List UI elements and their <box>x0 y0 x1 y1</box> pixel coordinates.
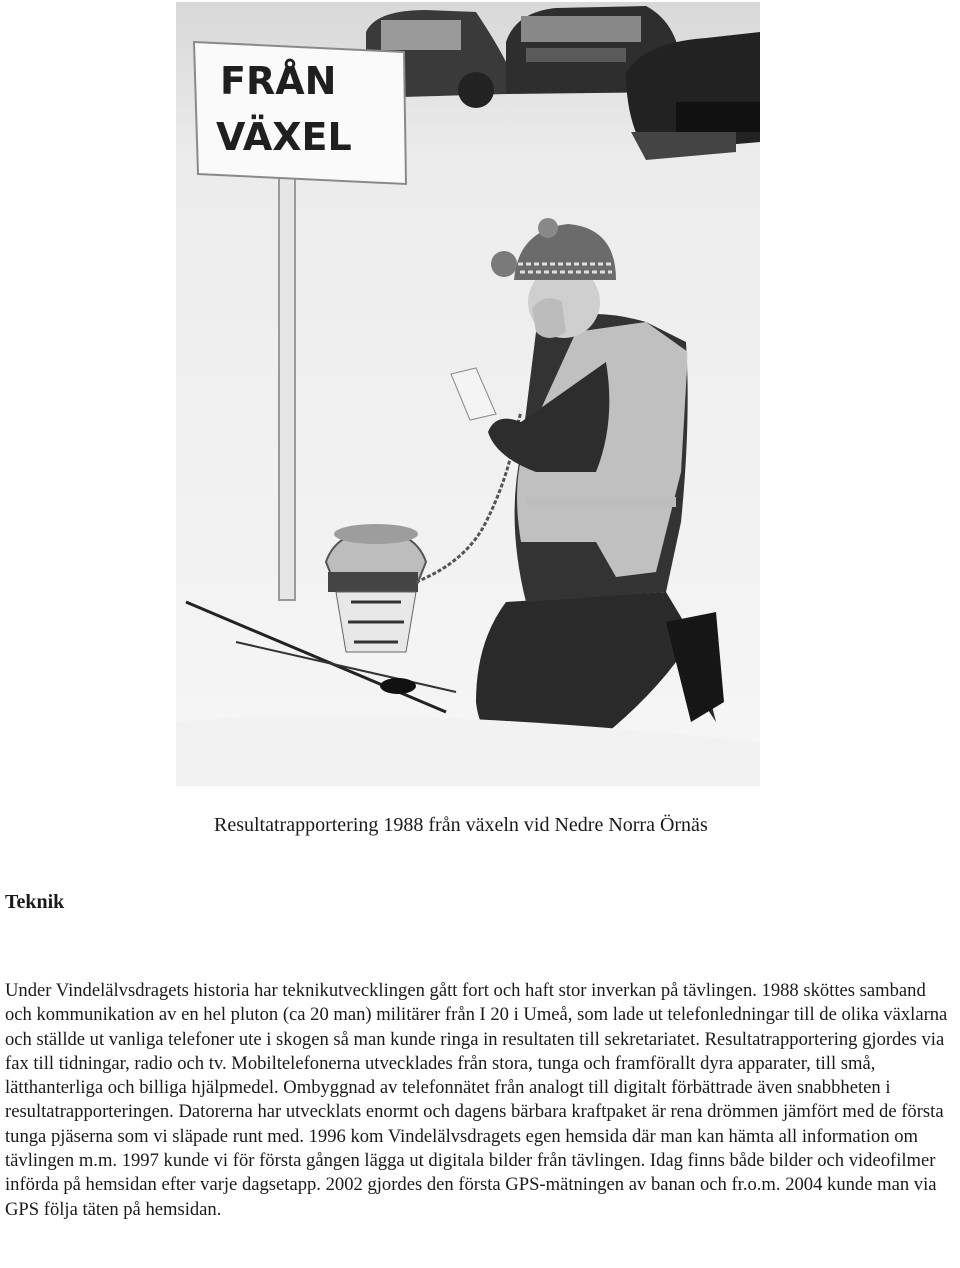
photo-caption: Resultatrapportering 1988 från växeln vid Nedre Norra Örnäs <box>214 814 708 836</box>
photo <box>176 2 760 786</box>
body-paragraph: Under Vindelälvsdragets historia har teknikutvecklingen gått fort och haft stor inverkan på tävlingen. 1988 sköttes samband och kommunikation av en hel pluton (ca 20 man) militärer från I 20 i Umeå, som lade ut telefonledningar till de olika växlarna och ställde ut vanliga telefoner ute i skogen så man kunde ringa in resultaten till sekretariatet. Resultatrapportering gjordes via fax till tidningar, radio och tv. Mobiltelefonerna utvecklades från stora, tunga och framförallt dyra apparater, till små, lätthanterliga och billiga hjälpmedel. Ombyggnad av telefonnätet från analogt till digitalt förbättrade även snabbheten i resultatrapporteringen. Datorerna har utvecklats enormt och dagens bärbara kraftpaket är rena drömmen jämfört med de första tunga pjäserna som vi släpade runt med. 1996 kom Vindelälvsdragets egen hemsida där man kan hämta all information om tävlingen m.m. 1997 kunde vi för första gången lägga ut digitala bilder från tävlingen. Idag finns både bilder och videofilmer införda på hemsidan efter varje dagsetapp. 2002 gjordes den första GPS-mätningen av banan och fr.o.m. 2004 kunde man via GPS följa täten på hemsidan. <box>5 980 948 1220</box>
section-heading: Teknik <box>5 891 65 913</box>
photo-illustration <box>176 2 760 786</box>
sign-text-line2: VÄXEL <box>216 115 352 159</box>
sign-text-line1: FRÅN <box>220 59 337 103</box>
